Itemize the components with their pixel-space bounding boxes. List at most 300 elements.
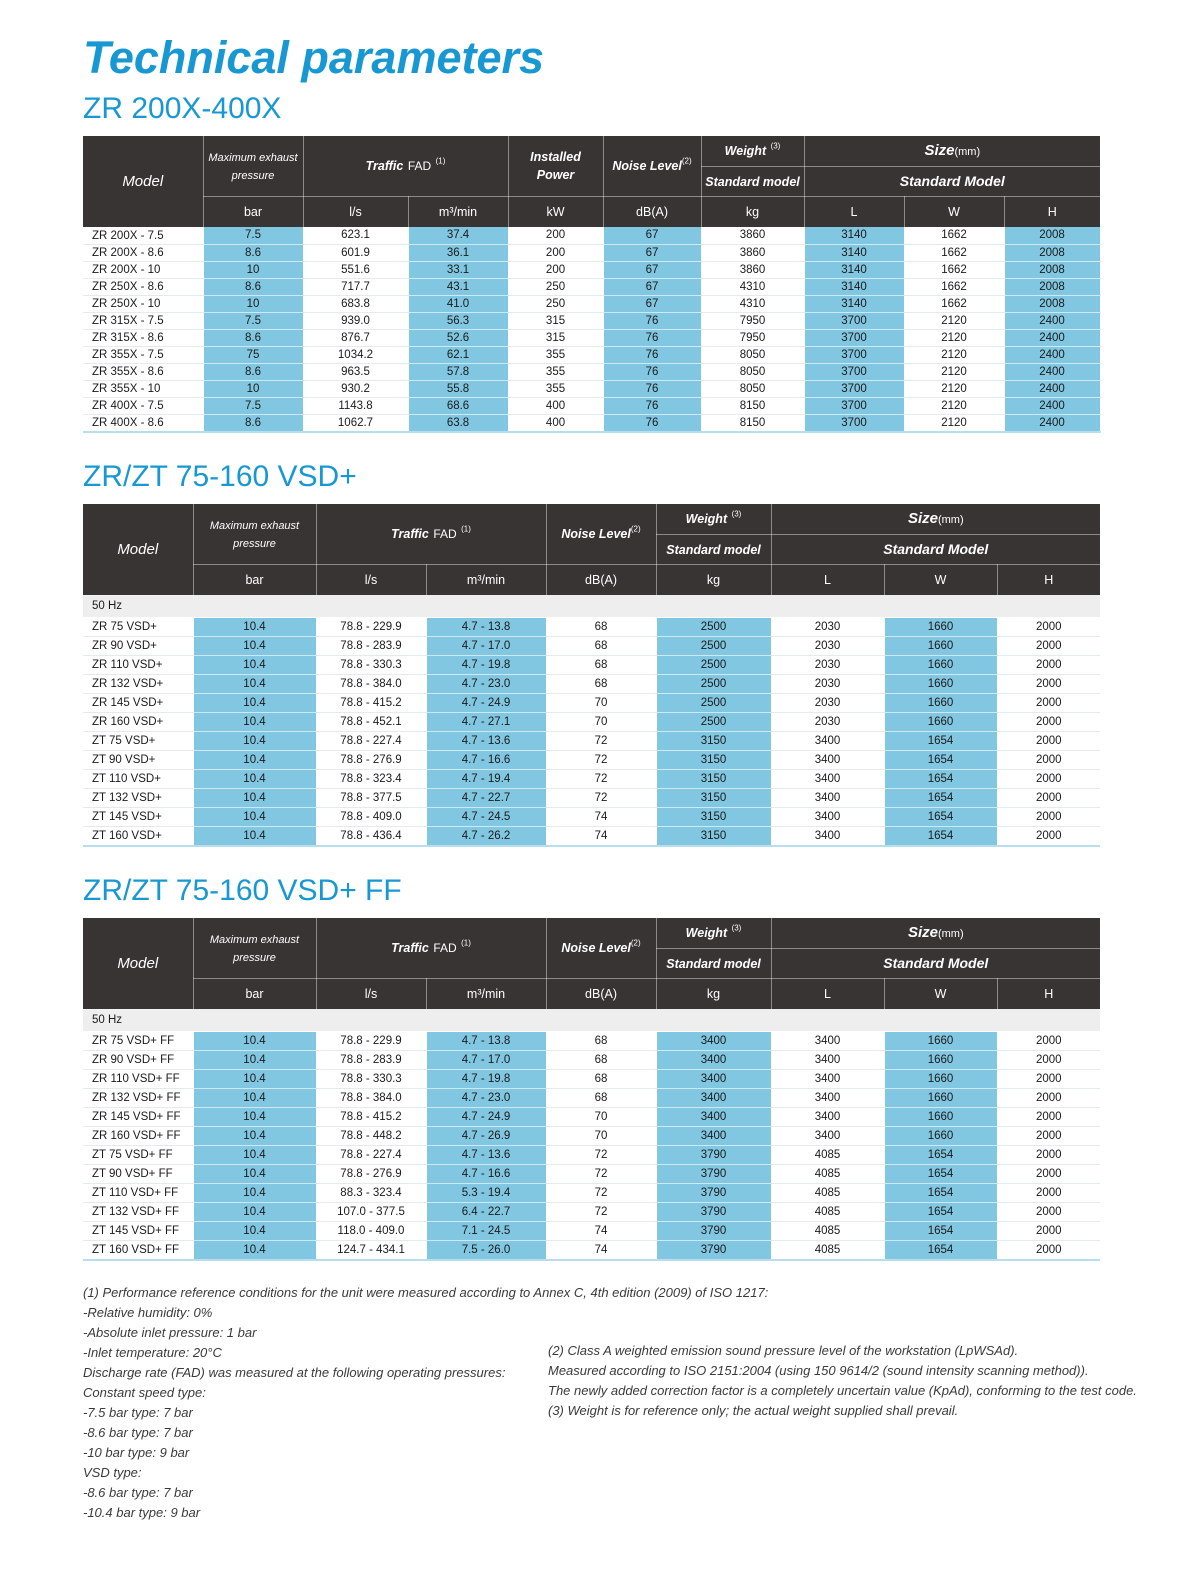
model-cell: ZR 400X - 7.5: [83, 397, 203, 414]
table-row: [83, 278, 1100, 295]
value-cell: 4.7 - 16.6: [426, 750, 546, 769]
value-cell: 78.8 - 330.3: [316, 1069, 426, 1088]
model-cell: ZR 75 VSD+: [83, 617, 193, 636]
value-cell: 76: [603, 312, 701, 329]
value-cell: 930.2: [303, 380, 408, 397]
model-cell: ZR 250X - 8.6: [83, 278, 203, 295]
table-row: [83, 295, 1100, 312]
value-cell: 72: [546, 1145, 656, 1164]
unit-header-h: H: [997, 565, 1100, 596]
table-row: [83, 1240, 1100, 1260]
value-cell: 3860: [701, 244, 804, 261]
value-cell: 68: [546, 617, 656, 636]
value-cell: 3400: [771, 769, 884, 788]
value-cell: 10.4: [193, 1145, 316, 1164]
value-cell: 1654: [884, 1221, 997, 1240]
unit-header-m-min: m³/min: [426, 979, 546, 1010]
value-cell: 2400: [1004, 380, 1100, 397]
value-cell: 2400: [1004, 312, 1100, 329]
footnote-line: The newly added correction factor is a completely uncertain value (KpAd), conforming to the test code.: [548, 1382, 1137, 1398]
value-cell: 72: [546, 1164, 656, 1183]
col-header-size-mm: Size(mm): [771, 504, 1100, 535]
table-row: [83, 655, 1100, 674]
value-cell: 3140: [804, 295, 904, 312]
table-row: [83, 1202, 1100, 1221]
footnote-line: -10 bar type: 9 bar: [83, 1444, 190, 1460]
value-cell: 683.8: [303, 295, 408, 312]
value-cell: 3150: [656, 731, 771, 750]
value-cell: 55.8: [408, 380, 508, 397]
value-cell: 72: [546, 788, 656, 807]
value-cell: 78.8 - 448.2: [316, 1126, 426, 1145]
table-row: [83, 617, 1100, 636]
value-cell: 3400: [771, 1088, 884, 1107]
value-cell: 78.8 - 283.9: [316, 1050, 426, 1069]
value-cell: 72: [546, 731, 656, 750]
spec-table-zr-zt-75-160-vsd-ff: [83, 918, 1100, 1261]
value-cell: 7.5: [203, 227, 303, 244]
model-cell: ZT 145 VSD+: [83, 807, 193, 826]
value-cell: 8.6: [203, 329, 303, 346]
value-cell: 2030: [771, 712, 884, 731]
value-cell: 72: [546, 750, 656, 769]
value-cell: 4085: [771, 1221, 884, 1240]
table-row: [83, 397, 1100, 414]
value-cell: 78.8 - 229.9: [316, 1031, 426, 1050]
value-cell: 4.7 - 17.0: [426, 1050, 546, 1069]
model-cell: ZR 110 VSD+: [83, 655, 193, 674]
table-row: [83, 826, 1100, 846]
value-cell: 10.4: [193, 1202, 316, 1221]
value-cell: 76: [603, 414, 701, 432]
value-cell: 4085: [771, 1202, 884, 1221]
value-cell: 4.7 - 26.2: [426, 826, 546, 846]
frequency-band-row: [83, 595, 1100, 617]
value-cell: 4.7 - 24.5: [426, 807, 546, 826]
table-row: [83, 227, 1100, 244]
model-cell: ZT 160 VSD+ FF: [83, 1240, 193, 1260]
col-header-traffic-fad: Traffic FAD $^{(1)}$: [316, 504, 546, 565]
value-cell: 3700: [804, 312, 904, 329]
value-cell: 10.4: [193, 1240, 316, 1260]
value-cell: 67: [603, 244, 701, 261]
value-cell: 2000: [997, 1126, 1100, 1145]
value-cell: 76: [603, 329, 701, 346]
value-cell: 10.4: [193, 617, 316, 636]
value-cell: 355: [508, 363, 603, 380]
model-cell: ZR 200X - 10: [83, 261, 203, 278]
footnote-right-column: [548, 1303, 1137, 1523]
value-cell: 10.4: [193, 1088, 316, 1107]
value-cell: 1660: [884, 636, 997, 655]
value-cell: 78.8 - 276.9: [316, 750, 426, 769]
table-row: [83, 1183, 1100, 1202]
value-cell: 3400: [771, 1126, 884, 1145]
value-cell: 2000: [997, 693, 1100, 712]
col-header-weight: Weight $^{(3)}$: [656, 504, 771, 535]
value-cell: 2000: [997, 617, 1100, 636]
frequency-band-row: [83, 1009, 1100, 1031]
value-cell: 10: [203, 261, 303, 278]
value-cell: 68.6: [408, 397, 508, 414]
value-cell: 3700: [804, 380, 904, 397]
value-cell: 68: [546, 1050, 656, 1069]
value-cell: 3400: [771, 750, 884, 769]
value-cell: 5.3 - 19.4: [426, 1183, 546, 1202]
value-cell: 3790: [656, 1183, 771, 1202]
value-cell: 4.7 - 13.6: [426, 731, 546, 750]
value-cell: 4.7 - 24.9: [426, 693, 546, 712]
spec-table-zr-zt-75-160-vsd: [83, 504, 1100, 847]
unit-header-kw: kW: [508, 197, 603, 228]
value-cell: 1662: [904, 227, 1004, 244]
model-cell: ZT 75 VSD+: [83, 731, 193, 750]
value-cell: 1654: [884, 826, 997, 846]
col-header-size-standard-model: Standard Model: [771, 949, 1100, 979]
col-header-size-mm: Size(mm): [771, 918, 1100, 949]
value-cell: 118.0 - 409.0: [316, 1221, 426, 1240]
value-cell: 4310: [701, 295, 804, 312]
value-cell: 2500: [656, 655, 771, 674]
value-cell: 2008: [1004, 261, 1100, 278]
value-cell: 7.5: [203, 312, 303, 329]
value-cell: 3400: [656, 1088, 771, 1107]
value-cell: 2030: [771, 636, 884, 655]
value-cell: 1662: [904, 261, 1004, 278]
value-cell: 78.8 - 276.9: [316, 1164, 426, 1183]
model-cell: ZR 75 VSD+ FF: [83, 1031, 193, 1050]
value-cell: 1660: [884, 1107, 997, 1126]
model-cell: ZR 160 VSD+: [83, 712, 193, 731]
value-cell: 78.8 - 409.0: [316, 807, 426, 826]
value-cell: 78.8 - 283.9: [316, 636, 426, 655]
value-cell: 10.4: [193, 1107, 316, 1126]
value-cell: 1660: [884, 674, 997, 693]
value-cell: 315: [508, 312, 603, 329]
table-row: [83, 363, 1100, 380]
value-cell: 10.4: [193, 712, 316, 731]
model-cell: ZT 110 VSD+ FF: [83, 1183, 193, 1202]
value-cell: 3400: [656, 1050, 771, 1069]
value-cell: 3400: [771, 731, 884, 750]
table-row: [83, 329, 1100, 346]
model-cell: ZR 200X - 7.5: [83, 227, 203, 244]
col-header-max-exhaust-pressure: Maximum exhaust pressure: [203, 136, 303, 197]
value-cell: 2000: [997, 1031, 1100, 1050]
value-cell: 10.4: [193, 1221, 316, 1240]
value-cell: 200: [508, 227, 603, 244]
value-cell: 10.4: [193, 807, 316, 826]
value-cell: 41.0: [408, 295, 508, 312]
value-cell: 2000: [997, 1183, 1100, 1202]
col-header-installed-power: Installed Power: [508, 136, 603, 197]
footnote-line: VSD type:: [83, 1464, 142, 1480]
value-cell: 3400: [656, 1031, 771, 1050]
value-cell: 939.0: [303, 312, 408, 329]
model-cell: ZT 160 VSD+: [83, 826, 193, 846]
value-cell: 551.6: [303, 261, 408, 278]
value-cell: 10.4: [193, 1183, 316, 1202]
value-cell: 355: [508, 346, 603, 363]
value-cell: 2000: [997, 1145, 1100, 1164]
value-cell: 2000: [997, 1107, 1100, 1126]
unit-header-l-s: l/s: [316, 565, 426, 596]
value-cell: 400: [508, 397, 603, 414]
table-row: [83, 1088, 1100, 1107]
model-cell: ZR 355X - 8.6: [83, 363, 203, 380]
model-cell: ZT 75 VSD+ FF: [83, 1145, 193, 1164]
value-cell: 8050: [701, 380, 804, 397]
value-cell: 10.4: [193, 769, 316, 788]
value-cell: 3700: [804, 346, 904, 363]
table-row: [83, 674, 1100, 693]
value-cell: 3140: [804, 227, 904, 244]
value-cell: 1034.2: [303, 346, 408, 363]
table-row: [83, 346, 1100, 363]
value-cell: 10.4: [193, 1050, 316, 1069]
value-cell: 4085: [771, 1145, 884, 1164]
unit-header-db-a: dB(A): [603, 197, 701, 228]
value-cell: 3790: [656, 1164, 771, 1183]
value-cell: 76: [603, 363, 701, 380]
spec-table-zr-200x-400x: [83, 136, 1101, 433]
value-cell: 76: [603, 346, 701, 363]
value-cell: 355: [508, 380, 603, 397]
value-cell: 3700: [804, 363, 904, 380]
value-cell: 2000: [997, 1088, 1100, 1107]
value-cell: 78.8 - 227.4: [316, 1145, 426, 1164]
value-cell: 74: [546, 1240, 656, 1260]
value-cell: 2000: [997, 1164, 1100, 1183]
value-cell: 2030: [771, 693, 884, 712]
value-cell: 2000: [997, 769, 1100, 788]
value-cell: 7.1 - 24.5: [426, 1221, 546, 1240]
value-cell: 10.4: [193, 1069, 316, 1088]
value-cell: 7950: [701, 312, 804, 329]
unit-header-w: W: [884, 565, 997, 596]
table-row: [83, 244, 1100, 261]
unit-header-bar: bar: [193, 979, 316, 1010]
table-row: [83, 1031, 1100, 1050]
value-cell: 2120: [904, 329, 1004, 346]
value-cell: 33.1: [408, 261, 508, 278]
value-cell: 43.1: [408, 278, 508, 295]
unit-header-l-s: l/s: [303, 197, 408, 228]
footnote-line: -Inlet temperature: 20°C: [83, 1344, 222, 1360]
value-cell: 4.7 - 13.6: [426, 1145, 546, 1164]
value-cell: 2400: [1004, 414, 1100, 432]
value-cell: 1660: [884, 655, 997, 674]
value-cell: 72: [546, 769, 656, 788]
model-cell: ZR 400X - 8.6: [83, 414, 203, 432]
value-cell: 124.7 - 434.1: [316, 1240, 426, 1260]
table-row: [83, 1107, 1100, 1126]
table-row: [83, 414, 1100, 432]
value-cell: 1654: [884, 769, 997, 788]
value-cell: 70: [546, 1107, 656, 1126]
table-title-zr-zt-75-160-vsd: ZR/ZT 75-160 VSD+: [83, 459, 357, 493]
value-cell: 8050: [701, 346, 804, 363]
value-cell: 1660: [884, 1031, 997, 1050]
footnote-line: -10.4 bar type: 9 bar: [83, 1504, 201, 1520]
value-cell: 3140: [804, 244, 904, 261]
value-cell: 2000: [997, 1240, 1100, 1260]
model-cell: ZR 110 VSD+ FF: [83, 1069, 193, 1088]
value-cell: 10.4: [193, 731, 316, 750]
value-cell: 8150: [701, 397, 804, 414]
model-cell: ZR 355X - 7.5: [83, 346, 203, 363]
value-cell: 2500: [656, 693, 771, 712]
value-cell: 4.7 - 23.0: [426, 1088, 546, 1107]
value-cell: 4085: [771, 1240, 884, 1260]
footnote-line: -8.6 bar type: 7 bar: [83, 1424, 193, 1440]
value-cell: 200: [508, 261, 603, 278]
value-cell: 1660: [884, 617, 997, 636]
value-cell: 4.7 - 19.8: [426, 655, 546, 674]
value-cell: 2000: [997, 807, 1100, 826]
value-cell: 8.6: [203, 363, 303, 380]
value-cell: 2000: [997, 655, 1100, 674]
model-cell: ZT 90 VSD+ FF: [83, 1164, 193, 1183]
value-cell: 78.8 - 227.4: [316, 731, 426, 750]
unit-header-w: W: [904, 197, 1004, 228]
value-cell: 2008: [1004, 244, 1100, 261]
table-title-zr-zt-75-160-vsd-ff: ZR/ZT 75-160 VSD+ FF: [83, 873, 402, 907]
value-cell: 2000: [997, 1221, 1100, 1240]
col-header-traffic-fad: Traffic FAD $^{(1)}$: [316, 918, 546, 979]
value-cell: 1660: [884, 693, 997, 712]
value-cell: 2500: [656, 674, 771, 693]
value-cell: 2120: [904, 346, 1004, 363]
value-cell: 876.7: [303, 329, 408, 346]
value-cell: 4.7 - 23.0: [426, 674, 546, 693]
footnote-line: -Relative humidity: 0%: [83, 1304, 213, 1320]
value-cell: 74: [546, 807, 656, 826]
value-cell: 400: [508, 414, 603, 432]
table-row: [83, 731, 1100, 750]
value-cell: 2000: [997, 674, 1100, 693]
value-cell: 78.8 - 229.9: [316, 617, 426, 636]
value-cell: 56.3: [408, 312, 508, 329]
value-cell: 2030: [771, 655, 884, 674]
value-cell: 4.7 - 27.1: [426, 712, 546, 731]
value-cell: 2500: [656, 712, 771, 731]
unit-header-kg: kg: [656, 979, 771, 1010]
page-title: Technical parameters: [83, 32, 545, 83]
table-row: [83, 712, 1100, 731]
table-row: [83, 312, 1100, 329]
value-cell: 4085: [771, 1183, 884, 1202]
value-cell: 2000: [997, 1069, 1100, 1088]
value-cell: 3400: [771, 1050, 884, 1069]
value-cell: 1654: [884, 1145, 997, 1164]
value-cell: 10.4: [193, 1031, 316, 1050]
value-cell: 67: [603, 278, 701, 295]
table-row: [83, 750, 1100, 769]
value-cell: 4.7 - 22.7: [426, 788, 546, 807]
footnote-columns: [83, 1303, 1137, 1523]
value-cell: 10.4: [193, 1126, 316, 1145]
value-cell: 10.4: [193, 674, 316, 693]
table-row: [83, 380, 1100, 397]
col-header-weight-standard-model: Standard model: [701, 167, 804, 197]
model-cell: ZT 90 VSD+: [83, 750, 193, 769]
value-cell: 1654: [884, 807, 997, 826]
value-cell: 2000: [997, 750, 1100, 769]
value-cell: 250: [508, 295, 603, 312]
footnote-line: Measured according to ISO 2151:2004 (using 150 9614/2 (sound intensity scanning method)).: [548, 1362, 1089, 1378]
value-cell: 78.8 - 452.1: [316, 712, 426, 731]
value-cell: 72: [546, 1202, 656, 1221]
value-cell: 4085: [771, 1164, 884, 1183]
col-header-weight-standard-model: Standard model: [656, 535, 771, 565]
value-cell: 4.7 - 19.4: [426, 769, 546, 788]
unit-header-l: L: [771, 565, 884, 596]
value-cell: 10.4: [193, 693, 316, 712]
value-cell: 68: [546, 636, 656, 655]
value-cell: 4.7 - 26.9: [426, 1126, 546, 1145]
value-cell: 601.9: [303, 244, 408, 261]
value-cell: 2120: [904, 363, 1004, 380]
value-cell: 68: [546, 1088, 656, 1107]
model-cell: ZT 110 VSD+: [83, 769, 193, 788]
value-cell: 1062.7: [303, 414, 408, 432]
value-cell: 1662: [904, 244, 1004, 261]
value-cell: 4.7 - 17.0: [426, 636, 546, 655]
value-cell: 717.7: [303, 278, 408, 295]
value-cell: 70: [546, 693, 656, 712]
value-cell: 74: [546, 826, 656, 846]
value-cell: 200: [508, 244, 603, 261]
table-row: [83, 636, 1100, 655]
table-row: [83, 1050, 1100, 1069]
value-cell: 3700: [804, 414, 904, 432]
value-cell: 3400: [656, 1126, 771, 1145]
unit-header-db-a: dB(A): [546, 979, 656, 1010]
value-cell: 10.4: [193, 788, 316, 807]
value-cell: 57.8: [408, 363, 508, 380]
value-cell: 1660: [884, 712, 997, 731]
table-row: [83, 788, 1100, 807]
model-cell: ZR 355X - 10: [83, 380, 203, 397]
value-cell: 3150: [656, 807, 771, 826]
col-header-model: Model: [83, 918, 193, 1009]
value-cell: 3150: [656, 769, 771, 788]
value-cell: 3400: [656, 1069, 771, 1088]
value-cell: 3700: [804, 329, 904, 346]
value-cell: 10: [203, 295, 303, 312]
value-cell: 1654: [884, 750, 997, 769]
footnote-intro: (1) Performance reference conditions for the unit were measured according to Annex C, 4th edition (2009) of ISO 1217:: [83, 1284, 769, 1300]
value-cell: 68: [546, 1069, 656, 1088]
value-cell: 3400: [771, 788, 884, 807]
unit-header-bar: bar: [203, 197, 303, 228]
value-cell: 2120: [904, 312, 1004, 329]
col-header-noise-level: Noise Level$^{(2)}$: [546, 918, 656, 979]
frequency-band-label: 50 Hz: [83, 1009, 1100, 1031]
value-cell: 2000: [997, 1202, 1100, 1221]
footnotes-section: [83, 1283, 1137, 1523]
value-cell: 3860: [701, 227, 804, 244]
value-cell: 4.7 - 13.8: [426, 617, 546, 636]
footnote-line: -8.6 bar type: 7 bar: [83, 1484, 193, 1500]
unit-header-h: H: [1004, 197, 1100, 228]
table-row: [83, 1221, 1100, 1240]
value-cell: 3400: [771, 1069, 884, 1088]
value-cell: 2008: [1004, 295, 1100, 312]
table-row: [83, 261, 1100, 278]
value-cell: 2400: [1004, 397, 1100, 414]
